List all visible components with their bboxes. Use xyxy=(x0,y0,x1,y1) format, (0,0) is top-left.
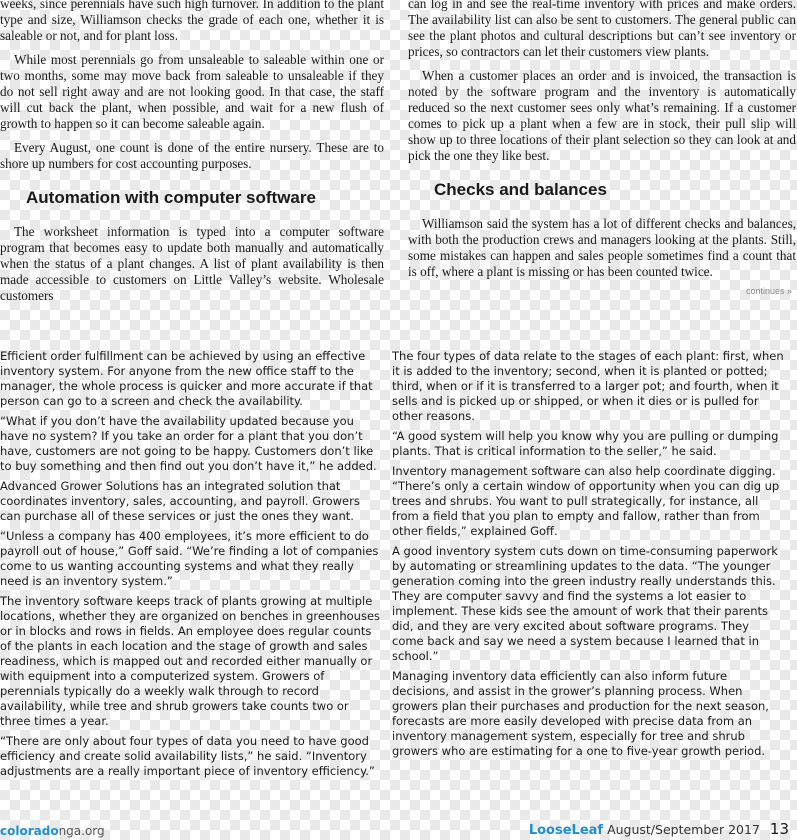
magazine-name: LooseLeaf xyxy=(528,823,604,838)
paragraph: “A good system will help you know why you are pulling or dumping plants. That is critical information to the seller,” he said. xyxy=(392,429,779,458)
top-right-column xyxy=(408,0,796,296)
site-domain: nga.org xyxy=(58,824,105,838)
section-heading-automation: Automation with computer software xyxy=(26,188,316,207)
issue-date: August/September 2017 xyxy=(607,822,760,837)
paragraph: “Unless a company has 400 employees, it’s more efficient to do payroll out of house,” Goff said. “We’re finding a lot of companies come to us wanting accounting systems and what they really need is an inventory system.” xyxy=(0,529,379,588)
paragraph: Inventory management software can also help coordinate digging. “There’s only a certain window of opportunity when you can dig up trees and shrubs. You want to pull strategically, for instance, all from a field that you plan to empty and fallow, rather than from other fields,” explained Goff. xyxy=(392,464,780,538)
continues-link[interactable]: continues » xyxy=(745,286,792,296)
paragraph: The four types of data relate to the stages of each plant: first, when it is added to the inventory; second, when it is planted or potted; third, when or if it is transferred to a larger pot; and fourth, when it sells and is picked up or shipped, or when it dies or is pulled for other reasons. xyxy=(392,349,784,423)
paragraph: “There are only about four types of data you need to have good efficiency and create solid availability lists,” he said. “Inventory adjustments are a really important piece of inventory efficiency.” xyxy=(0,734,375,778)
paragraph: The worksheet information is typed into a computer software program that becomes easy to update both manually and automatically when the status of a plant changes. A list of plant availability is then made accessible to customers on Little Valley’s website. Wholesale customers xyxy=(0,224,384,303)
paragraph: When a customer places an order and is invoiced, the transaction is noted by the software program and the inventory is automatically reduced so the next customer sees only what’s remaining. If a customer comes to pick up a plant when a few are in stock, their pull slip will show up to three locations of their plant selection so they can look at and pick the one they like best. xyxy=(408,68,796,163)
paragraph: weeks, since perennials have such high turnover. In addition to the plant type and size, Williamson checks the grade of each one, whether it is saleable or not, and for plant loss. xyxy=(0,0,384,43)
paragraph: “What if you don’t have the availability updated because you have no system? If you take an order for a plant that you don’t have, customers are not going to be happy. Customers don’t like to buy something and then find out you don’t have it,” he added. xyxy=(0,414,377,473)
paragraph: Every August, one count is done of the entire nursery. These are to shore up numbers for cost accounting purposes. xyxy=(0,140,384,171)
paragraph: A good inventory system cuts down on time-consuming paperwork by automating or streamlining updates to the data. “The younger generation coming into the green industry really understands this. They are computer savvy and find the systems a lot easier to implement. These kids see the amount of work that their parents did, and they are very excited about software programs. They come back and say we need a system because I learned that in school.” xyxy=(392,544,778,663)
footer-issue-info xyxy=(529,820,789,838)
top-left-column xyxy=(0,0,388,312)
paragraph: Advanced Grower Solutions has an integrated solution that coordinates inventory, sales, accounting, and payroll. Growers can purchase all of these services or just the ones they want. xyxy=(0,479,360,523)
site-brand: colorado xyxy=(0,824,59,838)
bottom-right-column xyxy=(392,349,784,764)
paragraph: Efficient order fulfillment can be achieved by using an effective inventory system. For anyone from the new office staff to the manager, the whole process is quicker and more accurate if that person can go to a screen and check the availability. xyxy=(0,349,373,408)
bottom-left-column xyxy=(0,349,380,784)
paragraph: While most perennials go from unsaleable to saleable within one or two months, some may move back from saleable to unsaleable if they do not sell right away and are not looking good. In that case, the staff will cut back the plant, when possible, and wait for a new flush of growth to happen so it can become saleable again. xyxy=(0,52,384,131)
section-heading-checks: Checks and balances xyxy=(434,180,607,199)
page-footer xyxy=(0,816,797,840)
paragraph: Managing inventory data efficiently can also inform future decisions, and assist in the grower’s planning process. When growers plan their purchases and production for the next season, forecasts are more easily developed with precise data from an inventory management system, especially for tree and shrub growers who are estimating for a one to five-year growth period. xyxy=(392,669,769,758)
paragraph: Williamson said the system has a lot of different checks and balances, with both the production crews and managers looking at the plants. Still, some mistakes can happen and sales people sometimes find a count that is off, where a plant is missing or has been counted twice. xyxy=(408,216,796,279)
footer-website[interactable] xyxy=(0,824,105,838)
page-number: 13 xyxy=(769,820,789,838)
paragraph: can log in and see the real-time inventory with prices and make orders. The availability list can also be sent to customers. The general public can see the plant photos and cultural descriptions but can’t see inventory or prices, so contractors can let their customers view plants. xyxy=(408,0,796,59)
paragraph: The inventory software keeps track of plants growing at multiple locations, whether they are organized on benches in greenhouses or in blocks and rows in fields. An employee does regular counts of the plants in each location and the stage of growth and sales readiness, which is mapped out and recorded either manually or with equipment into a computerized system. Growers of perennials typically do a weekly walk through to record availability, while tree and shrub growers take counts two or three times a year. xyxy=(0,594,381,728)
